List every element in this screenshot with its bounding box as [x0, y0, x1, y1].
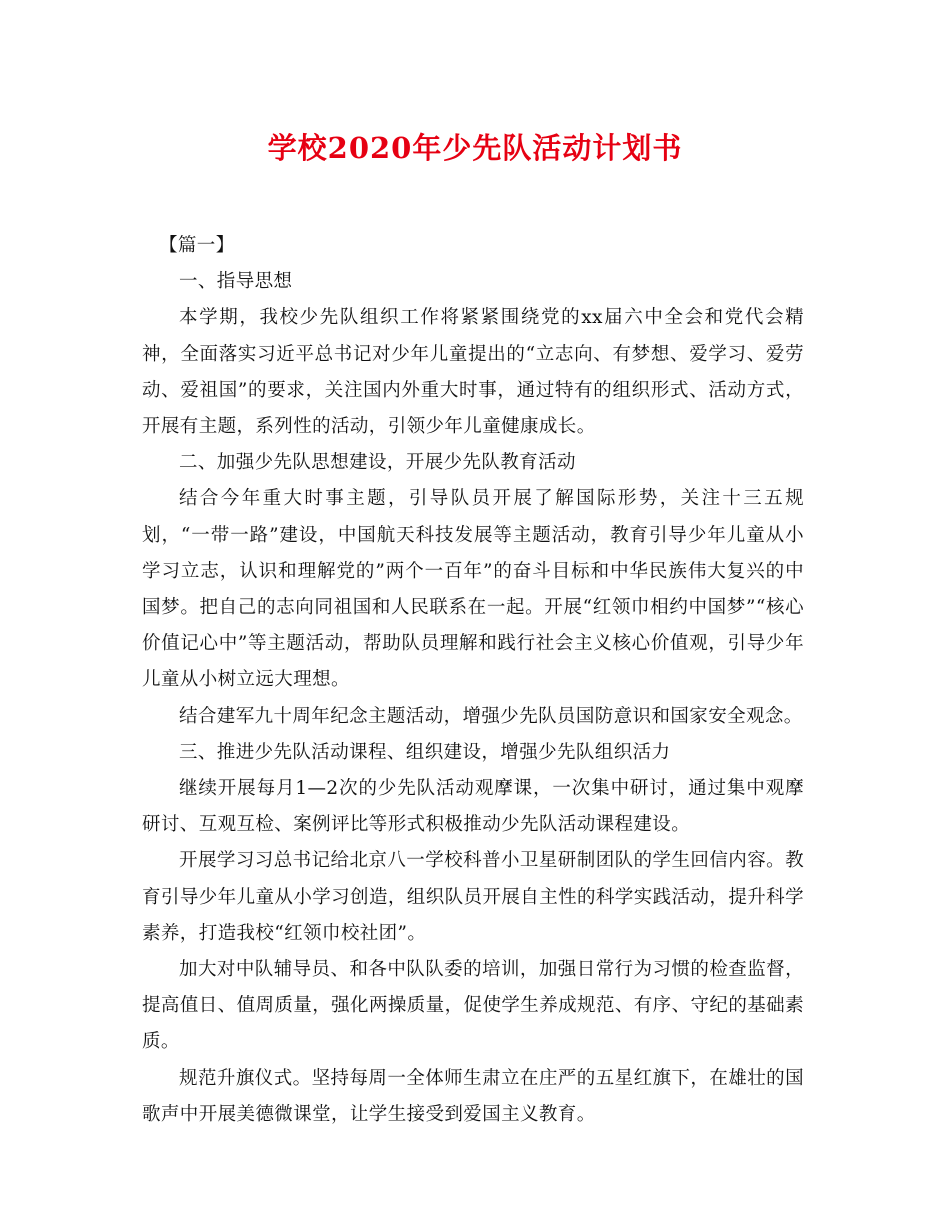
paragraph: 加大对中队辅导员、和各中队队委的培训，加强日常行为习惯的检查监督，提高值日、值周质量，强化两操质量，促使学生养成规范、有序、守纪的基础素质。	[142, 959, 804, 1053]
paragraph: 结合今年重大时事主题，引导队员开展了解国际形势，关注十三五规划，“一带一路”建设，中国航天科技发展等主题活动，教育引导少年儿童从小学习立志，认识和理解党的”两个一百年”的奋斗目标和中华民族伟大复兴的中国梦。把自己的志向同祖国和人民联系在一起。开展“红领巾相约中国梦”“核心价值记心中”等主题活动，帮助队员理解和践行社会主义核心价值观，引导少年儿童从小树立远大理想。	[142, 488, 804, 691]
document-title: 学校2020年少先队活动计划书	[267, 131, 683, 165]
heading-ideological-construction: 二、加强少先队思想建设，开展少先队教育活动	[179, 452, 576, 474]
document-body	[142, 228, 804, 1133]
section-label: 【篇一】	[159, 235, 235, 256]
heading-guiding-ideology: 一、指导思想	[179, 271, 293, 293]
paragraph: 继续开展每月1—2次的少先队活动观摩课，一次集中研讨，通过集中观摩研讨、互观互检、案例评比等形式积极推动少先队活动课程建设。	[142, 778, 804, 836]
paragraph: 本学期，我校少先队组织工作将紧紧围绕党的xx届六中全会和党代会精神，全面落实习近平总书记对少年儿童提出的“立志向、有梦想、爱学习、爱劳动、爱祖国”的要求，关注国内外重大时事，通过特有的组织形式、活动方式，开展有主题，系列性的活动，引领少年儿童健康成长。	[142, 307, 804, 438]
heading-activity-curriculum: 三、推进少先队活动课程、组织建设，增强少先队组织活力	[179, 741, 671, 763]
paragraph: 开展学习习总书记给北京八一学校科普小卫星研制团队的学生回信内容。教育引导少年儿童从小学习创造，组织队员开展自主性的科学实践活动，提升科学素养，打造我校“红领巾校社团”。	[142, 850, 804, 944]
paragraph: 结合建军九十周年纪念主题活动，增强少先队员国防意识和国家安全观念。	[179, 705, 803, 727]
paragraph: 规范升旗仪式。坚持每周一全体师生肃立在庄严的五星红旗下，在雄壮的国歌声中开展美德微课堂，让学生接受到爱国主义教育。	[142, 1067, 804, 1125]
